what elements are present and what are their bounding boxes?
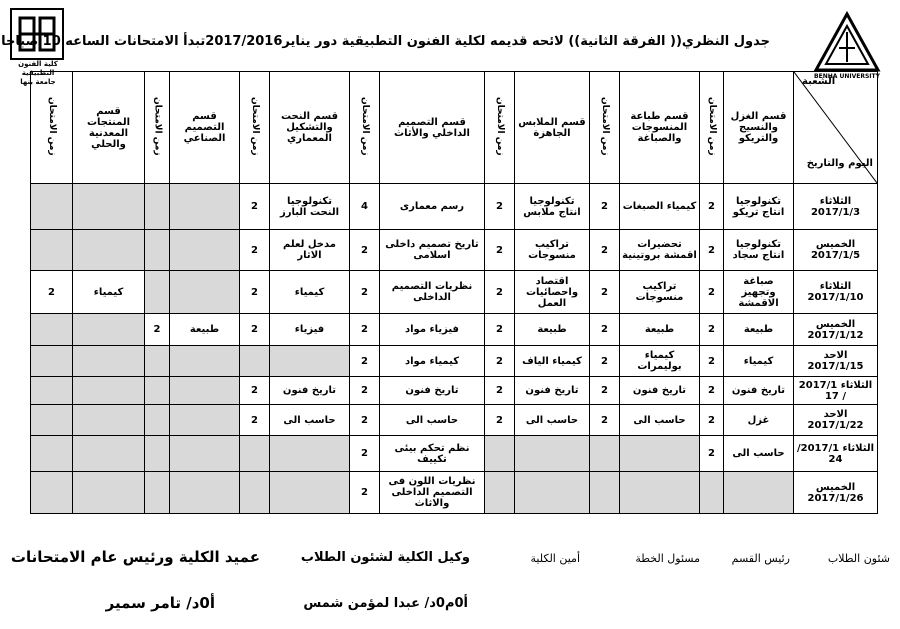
students-affairs-signature: شئون الطلاب [827,552,890,565]
subject-cell [170,346,240,377]
duration-cell: 2 [350,271,380,314]
subject-cell [170,377,240,405]
duration-cell [485,436,515,472]
day-date-cell: الخميس 2017/1/5 [794,230,878,271]
duration-cell: 4 [350,184,380,230]
subject-cell: تاريخ فنون [620,377,700,405]
subject-cell [170,405,240,436]
subject-cell: تاريخ فنون [380,377,485,405]
duration-cell [31,230,73,271]
duration-cell: 2 [590,271,620,314]
schedule-row [31,472,878,514]
duration-cell [31,346,73,377]
subject-cell: غزل [724,405,794,436]
subject-cell: كيمياء مواد [380,346,485,377]
duration-cell [31,405,73,436]
duration-cell: 2 [350,346,380,377]
day-date-cell: الخميس 2017/1/26 [794,472,878,514]
header-row [31,72,878,184]
dean-signature: عميد الكلية ورئيس عام الامتحانات [10,548,260,566]
dept-header: قسم طباعة المنسوجات والصباغة [620,72,700,184]
duration-cell [485,472,515,514]
dept-header: قسم الغزل والنسيج والتريكو [724,72,794,184]
subject-cell [270,472,350,514]
duration-cell: 2 [485,346,515,377]
duration-cell [145,405,170,436]
time-header: زمن الامتحان [31,72,73,184]
subject-cell: حاسب الى [515,405,590,436]
university-logo-text: BENHA UNIVERSITY [814,73,880,80]
subject-cell: كيمياء [270,271,350,314]
subject-cell [73,230,145,271]
plan-officer-signature: مسئول الخطة [635,552,700,565]
university-logo [812,10,882,80]
duration-cell [240,436,270,472]
subject-cell: طبيعة [620,314,700,346]
duration-cell [145,377,170,405]
subject-cell: مدخل لعلم الاثار [270,230,350,271]
duration-cell: 2 [700,271,724,314]
subject-cell [73,184,145,230]
duration-cell [31,436,73,472]
subject-cell: كيمياء بوليمرات [620,346,700,377]
duration-cell: 2 [590,314,620,346]
duration-cell: 2 [700,314,724,346]
subject-cell [73,436,145,472]
subject-cell: كيمياء الصبغات [620,184,700,230]
duration-cell: 2 [350,314,380,346]
subject-cell: نظم تحكم بيئى تكييف [380,436,485,472]
subject-cell [73,405,145,436]
subject-cell: تاريخ فنون [270,377,350,405]
subject-cell: صباغة وتجهيز الاقمشة [724,271,794,314]
subject-cell: كيمياء [724,346,794,377]
subject-cell: طبيعة [515,314,590,346]
duration-cell: 2 [240,377,270,405]
subject-cell [73,346,145,377]
subject-cell [515,472,590,514]
time-header: زمن الامتحان [485,72,515,184]
schedule-row [31,314,878,346]
duration-cell: 2 [350,405,380,436]
dept-header: قسم التصميم الصناعي [170,72,240,184]
time-header: زمن الامتحان [145,72,170,184]
subject-cell: اقتصاد واحصائيات العمل [515,271,590,314]
duration-cell: 2 [485,377,515,405]
duration-cell [145,472,170,514]
duration-cell [145,346,170,377]
duration-cell [31,184,73,230]
subject-cell [515,436,590,472]
dept-head-signature: رئيس القسم [731,552,790,565]
duration-cell [700,472,724,514]
duration-cell: 2 [700,405,724,436]
vice-dean-signature: وكيل الكلية لشئون الطلاب [300,550,470,565]
subject-cell: تحضيرات اقمشة بروتينية [620,230,700,271]
subject-cell: تاريخ فنون [515,377,590,405]
time-header: زمن الامتحان [590,72,620,184]
subject-cell [620,472,700,514]
subject-cell [170,230,240,271]
subject-cell [270,346,350,377]
time-header: زمن الامتحان [350,72,380,184]
subject-cell: تراكيب منسوجات [620,271,700,314]
day-date-cell: الثلاثاء 2017/1/ 24 [794,436,878,472]
exam-schedule-table [30,71,878,514]
dean-name: أ0د/ تامر سمير [105,594,215,612]
duration-cell: 2 [350,436,380,472]
duration-cell [590,436,620,472]
faculty-logo-line-2: جامعة بنها [20,78,56,86]
duration-cell: 2 [240,184,270,230]
duration-cell: 2 [485,405,515,436]
subject-cell: تراكيب منسوجات [515,230,590,271]
duration-cell: 2 [350,377,380,405]
duration-cell [31,314,73,346]
subject-cell: تكنولوجيا انتاج تريكو [724,184,794,230]
subject-cell [73,472,145,514]
subject-cell [170,436,240,472]
schedule-row [31,405,878,436]
duration-cell: 2 [590,184,620,230]
duration-cell [590,472,620,514]
duration-cell [31,472,73,514]
day-date-cell: الثلاثاء 2017/1/10 [794,271,878,314]
subject-cell [73,314,145,346]
duration-cell: 2 [240,230,270,271]
duration-cell: 2 [240,271,270,314]
subject-cell [73,377,145,405]
duration-cell: 2 [485,314,515,346]
day-date-cell: الخميس 2017/1/12 [794,314,878,346]
subject-cell: تكنولوجيا انتاج سجاد [724,230,794,271]
schedule-row [31,346,878,377]
corner-header [794,72,878,184]
subject-cell: تكنولوجيا انتاج ملابس [515,184,590,230]
duration-cell: 2 [350,472,380,514]
time-header: زمن الامتحان [700,72,724,184]
subject-cell: حاسب الى [380,405,485,436]
duration-cell: 2 [590,405,620,436]
duration-cell: 2 [145,314,170,346]
subject-cell: طبيعة [724,314,794,346]
schedule-row [31,184,878,230]
subject-cell: تكنولوجيا النحت البارز [270,184,350,230]
corner-bottom-label: اليوم والتاريخ [806,158,873,169]
duration-cell [145,436,170,472]
duration-cell: 2 [700,346,724,377]
duration-cell: 2 [485,184,515,230]
schedule-row [31,271,878,314]
subject-cell: رسم معمارى [380,184,485,230]
duration-cell [145,271,170,314]
subject-cell: تاريخ تصميم داخلى اسلامى [380,230,485,271]
day-date-cell: الاحد 2017/1/22 [794,405,878,436]
time-header: زمن الامتحان [240,72,270,184]
duration-cell: 2 [700,184,724,230]
duration-cell: 2 [590,377,620,405]
dept-header: قسم النحت والتشكيل المعماري [270,72,350,184]
schedule-row [31,230,878,271]
faculty-logo-line-1: كلية الفنون التطبيقية [18,60,58,77]
day-date-cell: الثلاثاء 2017/1/3 [794,184,878,230]
page-title: جدول النظري(( الفرقة الثانية)) لائحه قديمه لكلية الفنون التطبيقية دور يناير2017/2016تبدأ الامتحانات الساعه 10 صباحا [1,34,770,49]
subject-cell: حاسب الى [620,405,700,436]
subject-cell: حاسب الى [270,405,350,436]
day-date-cell: الاحد 2017/1/15 [794,346,878,377]
duration-cell: 2 [700,377,724,405]
vice-dean-name: أ0م0د/ عبدا لمؤمن شمس [303,596,468,611]
dept-header: قسم المنتجات المعدنية والحلي [73,72,145,184]
college-secretary-signature: أمين الكلية [530,552,580,565]
subject-cell: كيمياء الياف [515,346,590,377]
duration-cell: 2 [350,230,380,271]
duration-cell: 2 [31,271,73,314]
subject-cell: تاريخ فنون [724,377,794,405]
subject-cell [170,472,240,514]
subject-cell: نظريات التصميم الداخلى [380,271,485,314]
schedule-row [31,377,878,405]
duration-cell [145,184,170,230]
duration-cell: 2 [485,230,515,271]
day-date-cell: الثلاثاء 2017/1 / 17 [794,377,878,405]
corner-top-label: الشعبة [802,76,836,87]
subject-cell: فيزياء [270,314,350,346]
dept-header: قسم التصميم الداخلي والأثاث [380,72,485,184]
subject-cell: فيزياء مواد [380,314,485,346]
duration-cell: 2 [590,230,620,271]
duration-cell: 2 [240,314,270,346]
subject-cell [170,271,240,314]
duration-cell [145,230,170,271]
subject-cell: حاسب الى [724,436,794,472]
schedule-row [31,436,878,472]
dept-header: قسم الملابس الجاهزة [515,72,590,184]
duration-cell: 2 [700,230,724,271]
subject-cell [270,436,350,472]
subject-cell [620,436,700,472]
subject-cell: طبيعة [170,314,240,346]
subject-cell [170,184,240,230]
subject-cell: كيمياء [73,271,145,314]
duration-cell: 2 [240,405,270,436]
duration-cell [240,472,270,514]
duration-cell: 2 [485,271,515,314]
subject-cell [724,472,794,514]
duration-cell [31,377,73,405]
subject-cell: نظريات اللون فى التصميم الداخلى والاثاث [380,472,485,514]
duration-cell: 2 [700,436,724,472]
duration-cell: 2 [590,346,620,377]
duration-cell [240,346,270,377]
